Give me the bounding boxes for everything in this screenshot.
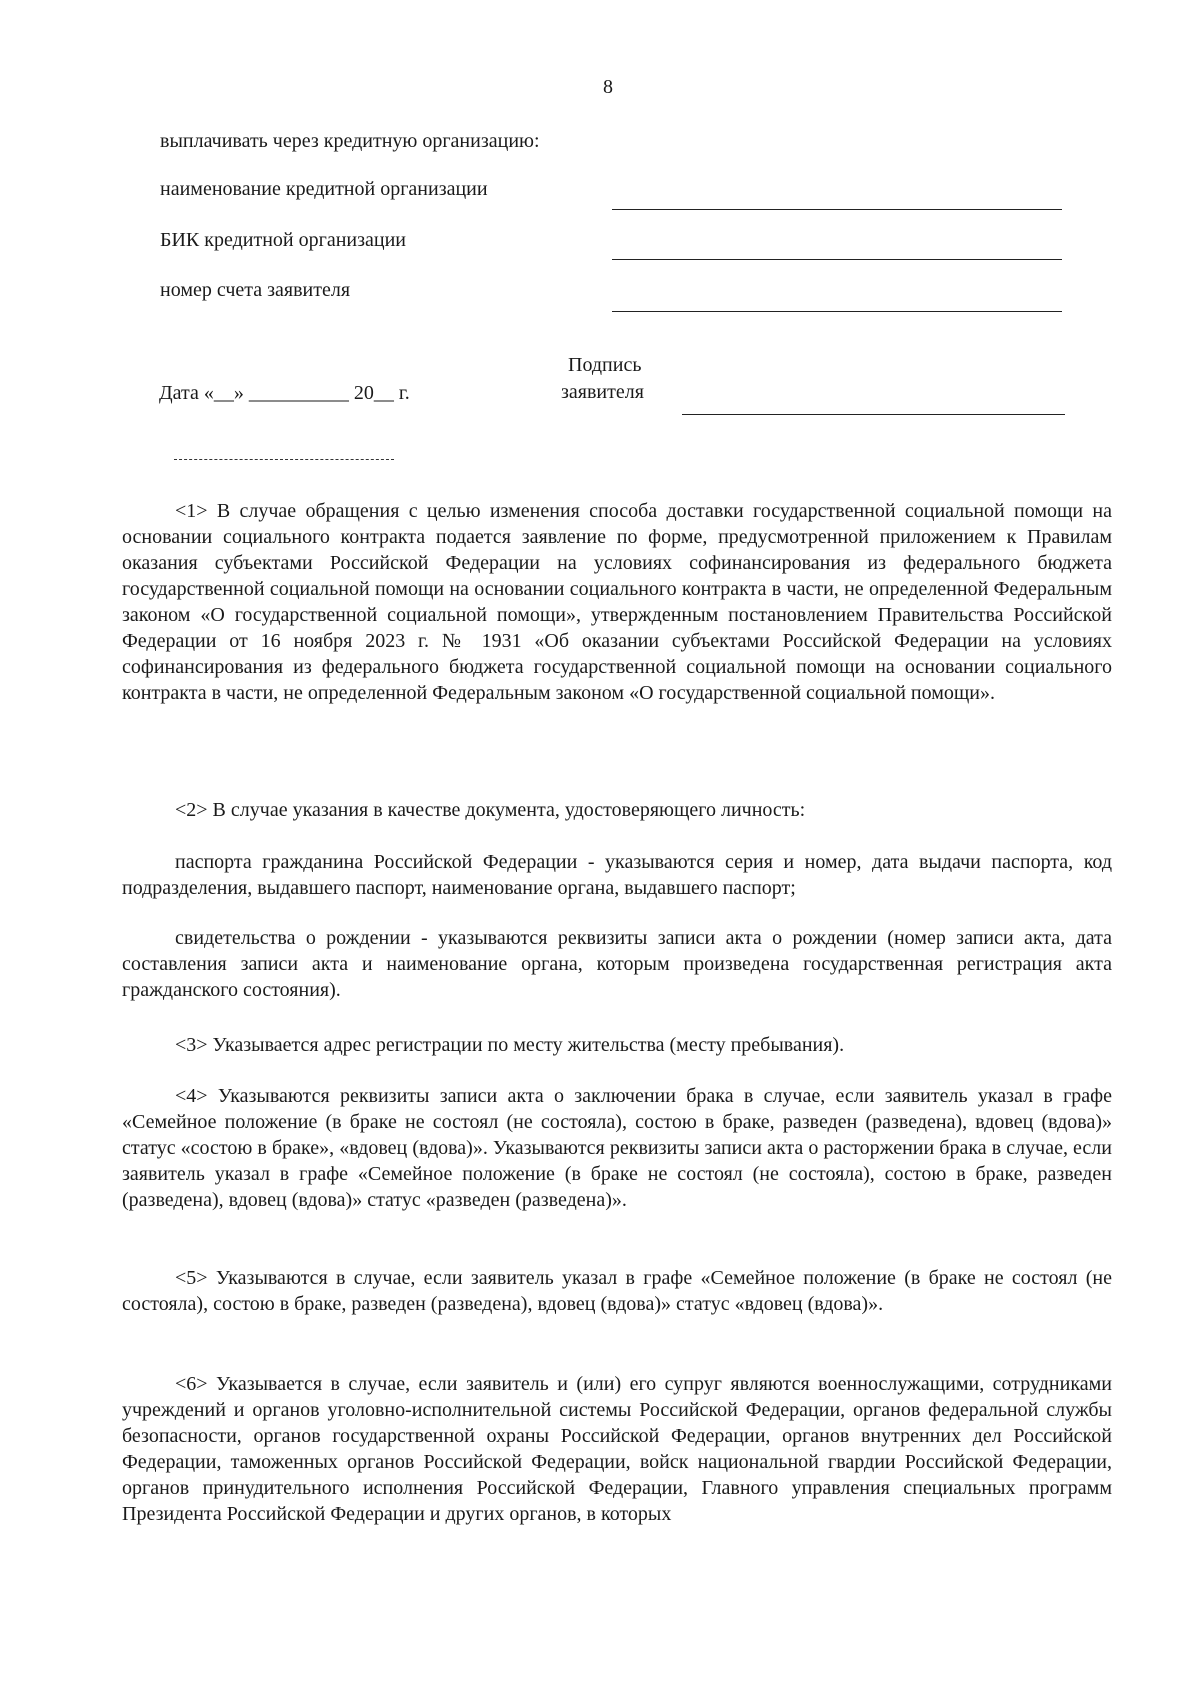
footnote-4: <4> Указываются реквизиты записи акта о заключении брака в случае, если заявитель указал в графе «Семейное положение (в браке не состоял (не состояла), состою в браке, разведен (разведена), вдовец (вдова)» статус «состою в браке», «вдовец (вдова)». Указываются реквизиты записи акта о расторжении брака в случае, если заявитель указал в графе «Семейное положение (в браке не состоял (не состояла), состою в браке, разведен (разведена), вдовец (вдова)» статус «разведен (разведена)». [122, 1085, 1112, 1211]
footnote-6: <6> Указывается в случае, если заявитель и (или) его супруг являются военнослужащими, сотрудниками учреждений и органов уголовно-исполнительной системы Российской Федерации, органов федеральной службы безопасности, органов государственной охраны Российской Федерации, органов внутренних дел Российской Федерации, таможенных органов Российской Федерации, войск национальной гвардии Российской Федерации, органов принудительного исполнения Российской Федерации, Главного управления специальных программ Президента Российской Федерации и других органов, в которых [122, 1373, 1112, 1525]
date-label: Дата «__» __________ 20__ г. [159, 382, 410, 404]
bank-name-label: наименование кредитной организации [160, 178, 488, 200]
footnote-separator [174, 459, 394, 460]
signature-label-line2: заявителя [561, 381, 644, 403]
footnote-5: <5> Указываются в случае, если заявитель указал в графе «Семейное положение (в браке не состоял (не состояла), состою в браке, разведен (разведена), вдовец (вдова)» статус «вдовец (вдова)». [122, 1267, 1112, 1315]
bank-name-field-line [612, 209, 1062, 210]
account-field-line [612, 311, 1062, 312]
bik-label: БИК кредитной организации [160, 229, 406, 251]
footnote-2-passport: паспорта гражданина Российской Федерации - указываются серия и номер, дата выдачи паспорта, код подразделения, выдавшего паспорт, наименование органа, выдавшего паспорт; [122, 851, 1112, 899]
account-label: номер счета заявителя [160, 279, 351, 301]
footnote-3: <3> Указывается адрес регистрации по месту жительства (месту пребывания). [175, 1034, 845, 1056]
payment-heading: выплачивать через кредитную организацию: [160, 130, 540, 152]
bik-field-line [612, 259, 1062, 260]
signature-field-line [682, 414, 1065, 415]
signature-label-line1: Подпись [568, 354, 642, 376]
footnote-1: <1> В случае обращения с целью изменения способа доставки государственной социальной помощи на основании социального контракта подается заявление по форме, предусмотренной приложением к Правилам оказания субъектами Российской Федерации на условиях софинансирования из федерального бюджета государственной социальной помощи на основании социального контракта в части, не определенной Федеральным законом «О государственной социальной помощи», утвержденным постановлением Правительства Российской Федерации от 16 ноября 2023 г. № 1931 «Об оказании субъектами Российской Федерации на условиях софинансирования из федерального бюджета государственной социальной помощи на основании социального контракта в части, не определенной Федеральным законом «О государственной социальной помощи». [122, 500, 1112, 704]
footnote-2-birth-certificate: свидетельства о рождении - указываются реквизиты записи акта о рождении (номер записи акта, дата составления записи акта и наименование органа, которым произведена государственная регистрация акта гражданского состояния). [122, 927, 1112, 1001]
footnote-2: <2> В случае указания в качестве документа, удостоверяющего личность: [175, 799, 806, 821]
page-number: 8 [603, 76, 613, 98]
